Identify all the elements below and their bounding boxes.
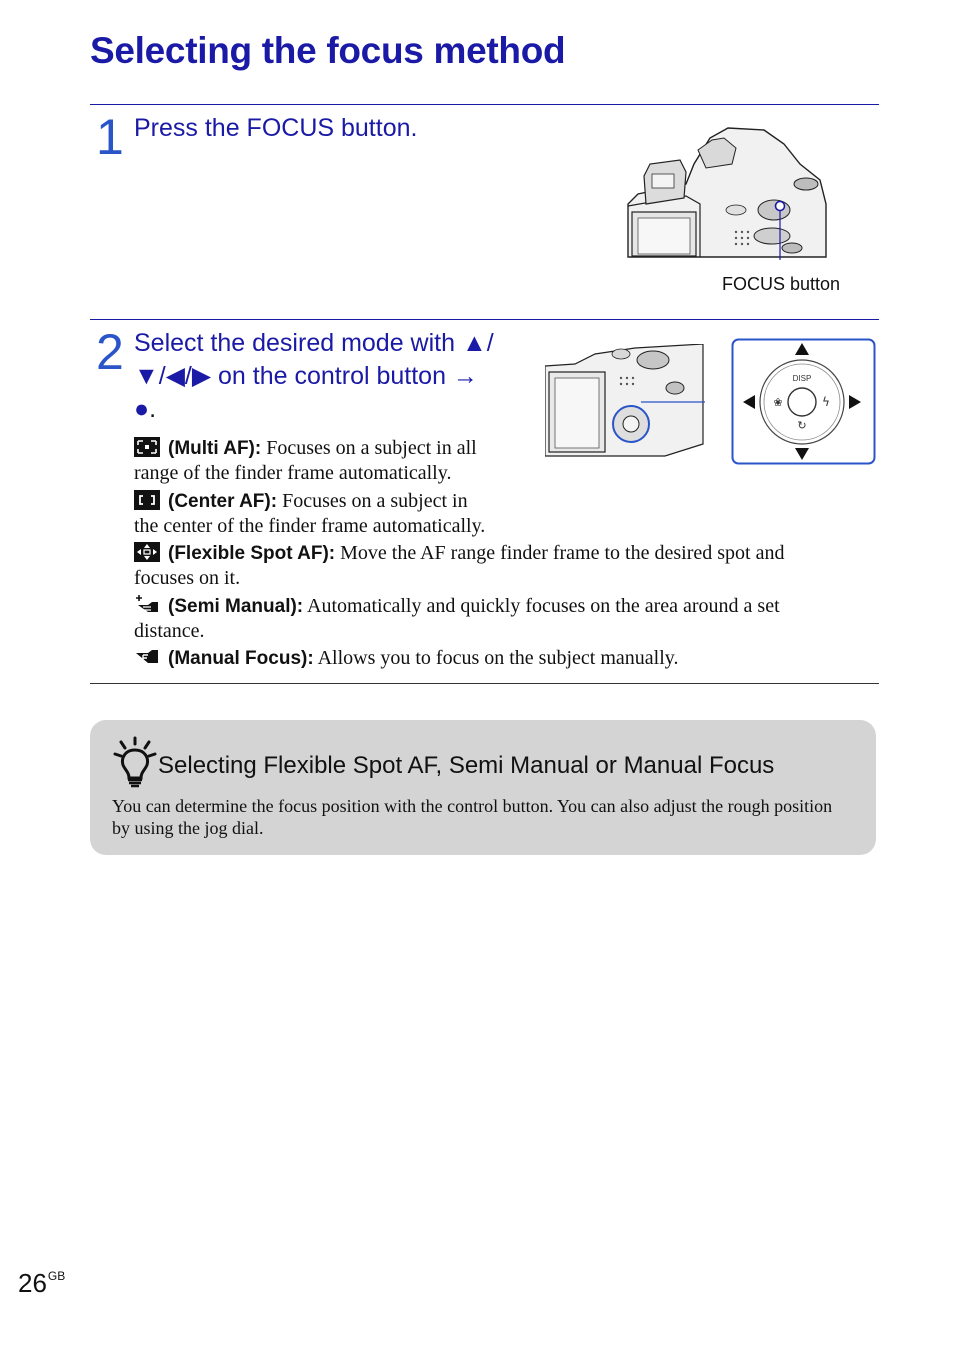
flexible-spot-af-icon [134, 542, 160, 562]
step2-instruction-line2: ▼/◀/▶ on the control button → [134, 362, 478, 390]
step1-top-rule [90, 104, 879, 105]
manual-focus-icon [134, 647, 160, 667]
mode-description-cont: the center of the finder frame automatically. [134, 515, 486, 537]
disp-label: DISP [792, 374, 812, 383]
mode-description: Automatically and quickly focuses on the area around a set [307, 595, 780, 617]
mode-item-semi-manual [134, 594, 879, 644]
hint-title: Selecting Flexible Spot AF, Semi Manual or Manual Focus [158, 752, 775, 779]
control-button-diagram [731, 338, 877, 466]
page-number-suffix: GB [47, 1269, 66, 1283]
hint-lightbulb-icon [113, 736, 157, 788]
page-title: Selecting the focus method [90, 30, 566, 71]
mode-item-manual-focus [134, 646, 879, 671]
mode-description-cont: focuses on it. [134, 567, 241, 589]
step2-instruction-line3 [134, 393, 156, 426]
self-timer-icon: ↻ [797, 419, 807, 432]
mode-item-multi-af [134, 436, 534, 486]
mode-item-flexible-spot-af [134, 541, 879, 591]
center-af-icon [134, 490, 160, 510]
mode-description-cont: range of the finder frame automatically. [134, 462, 452, 484]
step2-bottom-rule [90, 683, 879, 684]
mode-description: Move the AF range finder frame to the desired spot and [340, 542, 785, 564]
mode-description: Focuses on a subject in [282, 490, 468, 512]
mode-name: (Manual Focus): [168, 648, 314, 669]
step1-instruction: Press the FOCUS button. [134, 114, 418, 142]
page-number-value: 26 [18, 1268, 47, 1298]
mode-name: (Multi AF): [168, 438, 262, 459]
mode-name: (Semi Manual): [168, 596, 304, 617]
mode-description: Allows you to focus on the subject manually. [317, 647, 679, 669]
flash-icon: ϟ [822, 395, 830, 409]
mode-name: (Center AF): [168, 491, 278, 512]
focus-button-callout: FOCUS button [722, 274, 841, 294]
mode-name: (Flexible Spot AF): [168, 543, 336, 564]
step2-instruction-line1: Select the desired mode with ▲/ [134, 329, 494, 357]
semi-manual-icon [134, 595, 160, 615]
multi-af-icon [134, 437, 160, 457]
macro-icon: ❀ [773, 396, 783, 409]
step2-period: . [149, 395, 157, 423]
page-number [18, 1268, 65, 1299]
camera-top-illustration [624, 124, 830, 260]
camera-back-illustration [545, 344, 705, 458]
step2-top-rule [90, 319, 879, 320]
mode-description: Focuses on a subject in all [266, 437, 477, 459]
step1-number: 1 [96, 109, 124, 165]
step2-number: 2 [96, 324, 124, 380]
hint-body: You can determine the focus position with the control button. You can also adjust the rough position by using the jog dial. [112, 796, 833, 838]
mode-item-center-af [134, 489, 554, 539]
mode-description-cont: distance. [134, 620, 205, 642]
control-center-symbol: ● [134, 395, 150, 423]
